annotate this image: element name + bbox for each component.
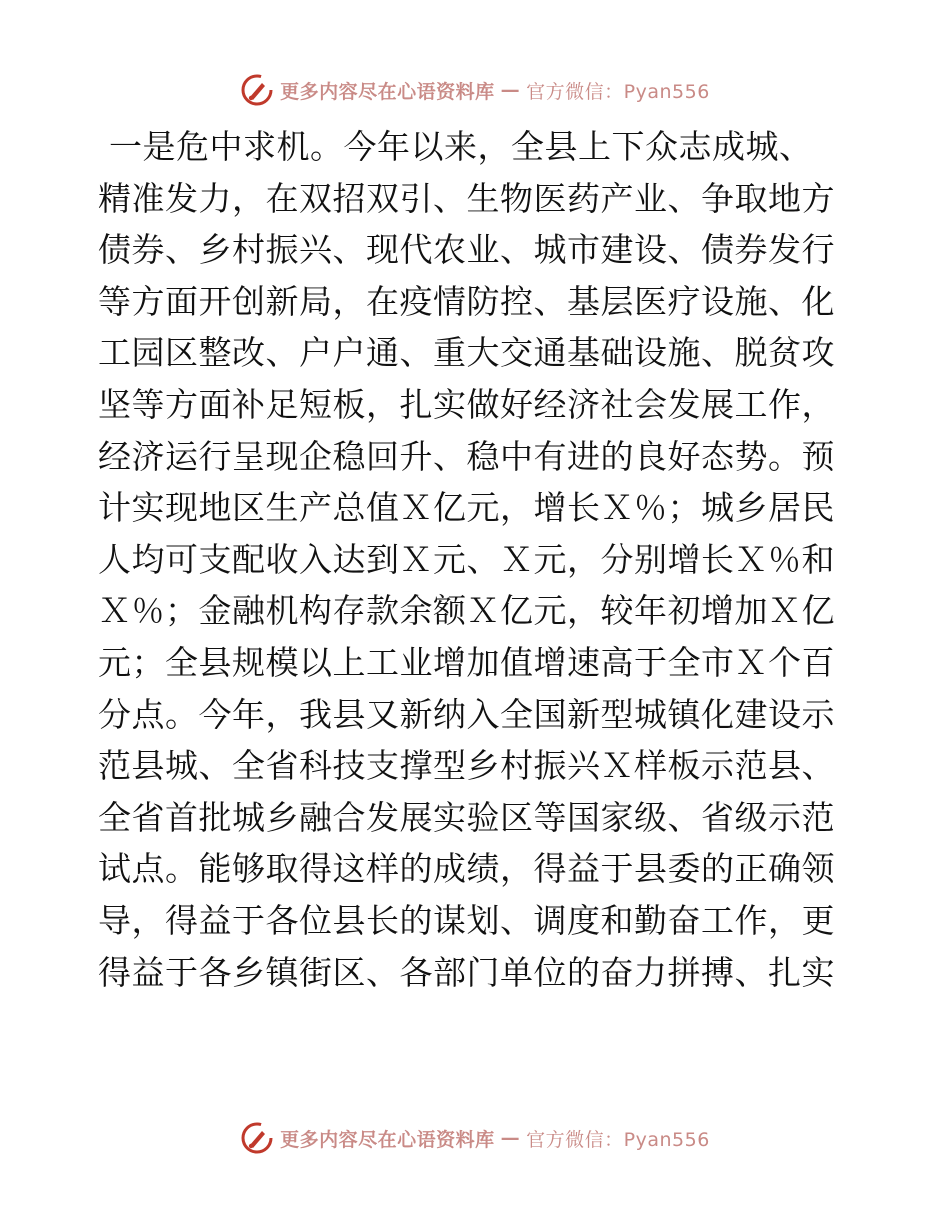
body-line: 全省首批城乡融合发展实验区等国家级、省级示范: [98, 797, 835, 837]
banner-wechat: 官方微信：Pyan556: [526, 80, 710, 103]
document-body: [98, 121, 858, 998]
body-line: 债券、乡村振兴、现代农业、城市建设、债券发行: [98, 230, 835, 270]
body-line: 一是危中求机。今年以来，全县上下众志成城、: [98, 127, 813, 166]
pen-nib-logo-icon: [240, 1121, 274, 1155]
body-line: 工园区整改、户户通、重大交通基础设施、脱贫攻: [98, 333, 835, 373]
banner-separator: —: [500, 79, 521, 101]
body-line: 计实现地区生产总值Ｘ亿元，增长Ｘ％；城乡居民: [98, 488, 835, 528]
body-line: 等方面开创新局，在疫情防控、基层医疗设施、化: [98, 281, 835, 321]
banner-wechat: 官方微信：Pyan556: [526, 1128, 710, 1151]
banner-separator: —: [500, 1127, 521, 1149]
body-line: Ｘ％；金融机构存款余额Ｘ亿元，较年初增加Ｘ亿: [98, 591, 835, 631]
body-line: 范县城、全省科技支撑型乡村振兴Ｘ样板示范县、: [98, 746, 835, 786]
body-line: 精准发力，在双招双引、生物医药产业、争取地方: [98, 178, 835, 218]
banner-title: 更多内容尽在心语资料库: [280, 80, 495, 103]
body-line: 坚等方面补足短板，扎实做好经济社会发展工作，: [98, 384, 835, 424]
body-line: 分点。今年，我县又新纳入全国新型城镇化建设示: [98, 694, 835, 734]
body-line: 人均可支配收入达到Ｘ元、Ｘ元，分别增长Ｘ％和: [98, 539, 835, 579]
banner-title: 更多内容尽在心语资料库: [280, 1128, 495, 1151]
header-banner: [0, 70, 950, 110]
footer-banner: [0, 1118, 950, 1158]
body-line: 元；全县规模以上工业增加值增速高于全市Ｘ个百: [98, 642, 835, 682]
pen-nib-logo-icon: [240, 73, 274, 107]
body-line: 得益于各乡镇街区、各部门单位的奋力拼搏、扎实: [98, 952, 835, 992]
body-line: 导，得益于各位县长的谋划、调度和勤奋工作，更: [98, 900, 835, 940]
body-line: 经济运行呈现企稳回升、稳中有进的良好态势。预: [98, 436, 835, 476]
body-line: 试点。能够取得这样的成绩，得益于县委的正确领: [98, 849, 835, 889]
